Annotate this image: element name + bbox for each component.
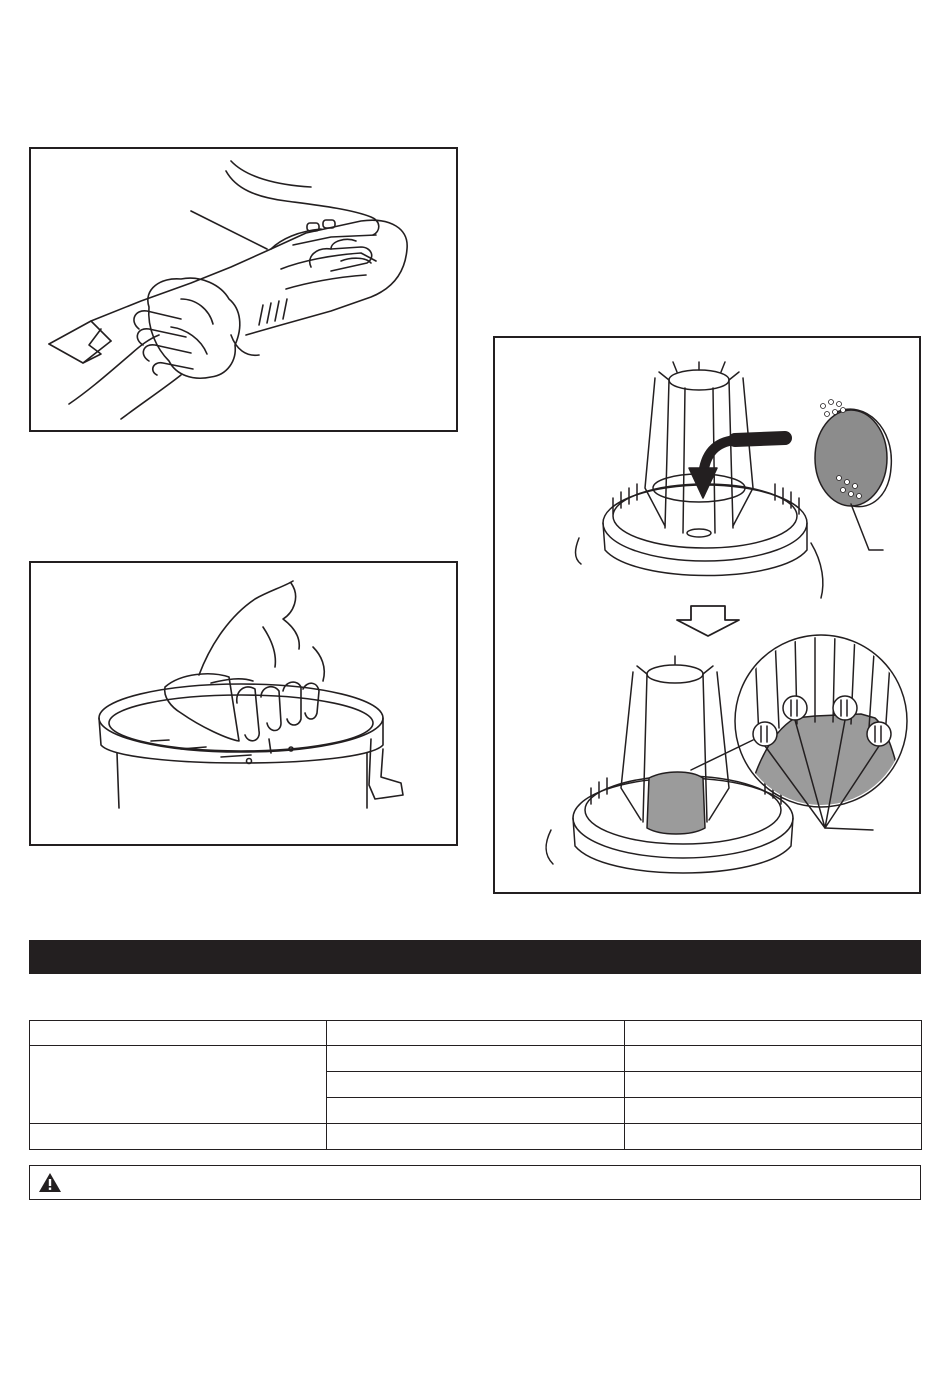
table-cell <box>625 1046 922 1072</box>
table-cell <box>327 1098 625 1124</box>
warning-triangle-icon <box>38 1172 62 1193</box>
table-row <box>30 1021 922 1046</box>
vacuum-cleaner-wipe-illustration <box>31 149 458 432</box>
table-cell <box>30 1046 327 1124</box>
caution-notice <box>29 1165 921 1200</box>
table-cell <box>625 1124 922 1150</box>
parts-table <box>29 1020 922 1150</box>
section-header-bar <box>29 940 921 974</box>
sponge-filter-install-illustration <box>495 338 921 894</box>
table-row <box>30 1046 922 1072</box>
table-cell <box>30 1124 327 1150</box>
figure-filter-install <box>493 336 921 894</box>
figure-wash-container <box>29 561 458 846</box>
table-cell <box>30 1021 327 1046</box>
table-cell <box>327 1124 625 1150</box>
table-cell <box>625 1021 922 1046</box>
figure-wipe-body <box>29 147 458 432</box>
table-cell <box>327 1021 625 1046</box>
table-row <box>30 1124 922 1150</box>
table-cell <box>327 1072 625 1098</box>
table-cell <box>327 1046 625 1072</box>
table-cell <box>625 1098 922 1124</box>
container-wash-illustration <box>31 563 458 846</box>
table-cell <box>625 1072 922 1098</box>
